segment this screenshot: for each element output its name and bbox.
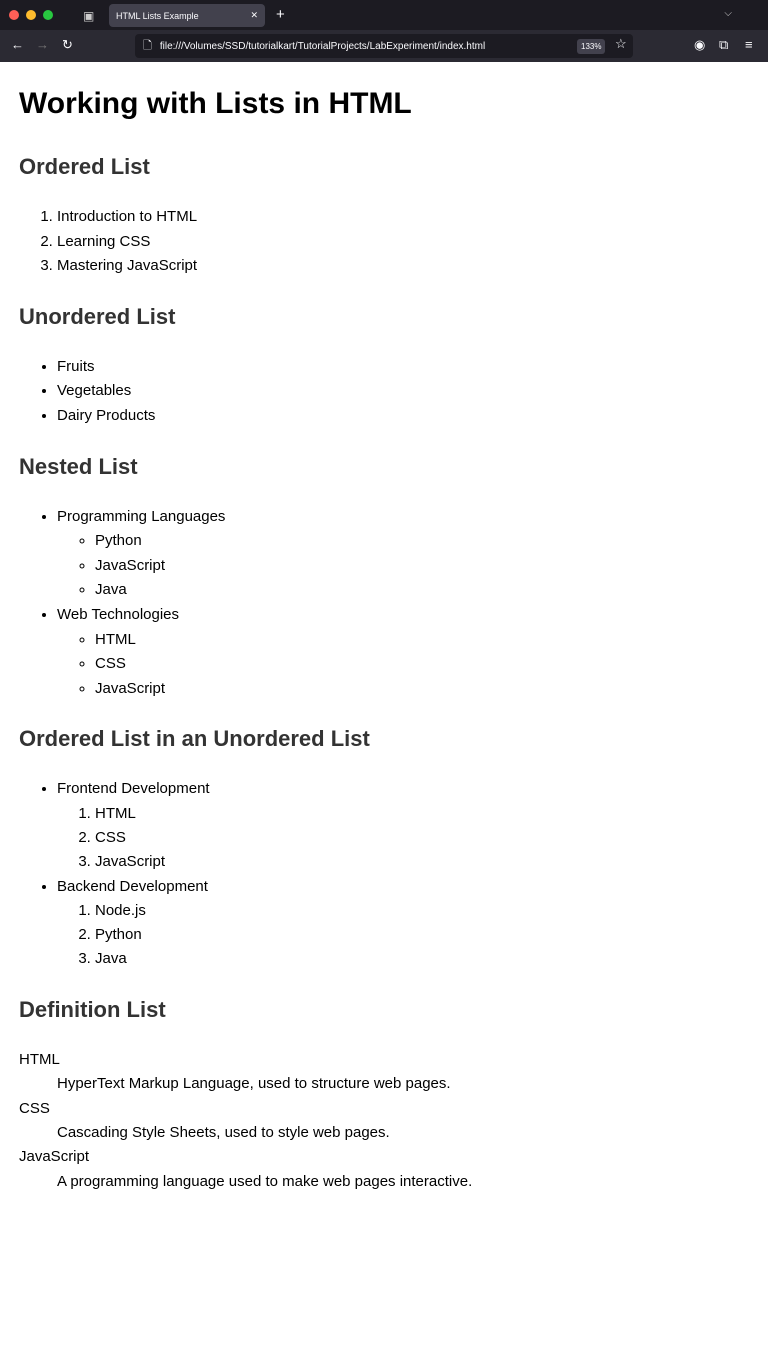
minimize-window-button[interactable] (26, 10, 36, 20)
sub-list (57, 628, 749, 702)
tab-overview-icon[interactable]: ▣ (83, 9, 95, 23)
page-title: Working with Lists in HTML (19, 87, 412, 120)
group-label: Backend Development (57, 877, 208, 895)
maximize-window-button[interactable] (43, 10, 53, 20)
page-content (0, 86, 768, 1194)
forward-arrow-icon[interactable]: → (36, 37, 49, 52)
list-item: ◦ Python (95, 529, 749, 554)
tab-bar (0, 0, 768, 30)
list-item: 1. Introduction to HTML (57, 205, 749, 230)
ordered-list (19, 205, 749, 279)
list-item: 2. CSS (95, 826, 749, 850)
window-controls (9, 10, 53, 20)
document-icon: 🗋 (143, 39, 152, 52)
tab-active[interactable] (109, 4, 265, 27)
group-label: Programming Languages (57, 507, 226, 525)
new-tab-button[interactable]: + (276, 6, 285, 23)
list-item (57, 875, 749, 972)
definition-description: A programming language used to make web pages interactive. (57, 1172, 473, 1190)
ordered-list-heading: Ordered List (19, 154, 150, 179)
unordered-list-heading: Unordered List (19, 303, 176, 329)
sub-list (57, 802, 749, 875)
close-tab-icon[interactable]: ✕ (250, 10, 258, 20)
list-item: • Fruits (57, 355, 749, 380)
list-item: • Dairy Products (57, 404, 749, 429)
nested-list (19, 505, 749, 702)
list-item (57, 777, 749, 874)
mixed-list-heading: Ordered List in an Unordered List (19, 726, 370, 752)
browser-chrome (0, 0, 768, 62)
close-window-button[interactable] (9, 10, 19, 20)
group-label: Web Technologies (57, 605, 180, 623)
definition-list-heading: Definition List (19, 996, 166, 1022)
list-item: ◦ JavaScript (95, 677, 749, 702)
url-bar[interactable] (135, 34, 633, 58)
mixed-list (19, 777, 749, 971)
tab-title: HTML Lists Example (116, 10, 199, 21)
definition-term: CSS (19, 1099, 50, 1117)
definition-term: HTML (19, 1050, 60, 1068)
back-arrow-icon[interactable]: ← (11, 37, 24, 52)
list-item: ◦ Java (95, 578, 749, 603)
extensions-icon[interactable]: ⧉ (719, 37, 729, 52)
list-item (57, 603, 749, 701)
list-item: • Vegetables (57, 379, 749, 404)
zoom-level[interactable]: 133% (577, 39, 605, 54)
unordered-list (19, 355, 749, 429)
list-item: 1. HTML (95, 802, 749, 826)
definition-description: HyperText Markup Language, used to structure web pages. (57, 1075, 451, 1093)
sub-list (57, 899, 749, 972)
reload-icon[interactable]: ↻ (62, 37, 73, 52)
group-label: Frontend Development (57, 780, 210, 798)
list-item: 3. Mastering JavaScript (57, 254, 749, 279)
list-item: ◦ HTML (95, 628, 749, 653)
definition-term: JavaScript (19, 1148, 90, 1166)
list-item: 3. JavaScript (95, 850, 749, 874)
list-item: 3. Java (95, 947, 749, 971)
nav-bar (0, 30, 768, 62)
list-item: ◦ CSS (95, 652, 749, 677)
bookmark-star-icon[interactable]: ☆ (615, 36, 627, 51)
list-item: 2. Python (95, 923, 749, 947)
definition-description: Cascading Style Sheets, used to style web pages. (57, 1123, 390, 1141)
list-item: 1. Node.js (95, 899, 749, 923)
chevron-down-icon[interactable]: ⌵ (724, 8, 732, 19)
list-item: ◦ JavaScript (95, 554, 749, 579)
list-item (57, 505, 749, 603)
nested-list-heading: Nested List (19, 453, 138, 479)
url-text: file:///Volumes/SSD/tutorialkart/TutorialProjects/LabExperiment/index.html (159, 40, 486, 52)
account-icon[interactable]: ◉ (694, 37, 706, 52)
list-item: 2. Learning CSS (57, 230, 749, 255)
definition-list (19, 1048, 749, 1194)
menu-icon[interactable]: ≡ (745, 37, 753, 52)
sub-list (57, 529, 749, 603)
